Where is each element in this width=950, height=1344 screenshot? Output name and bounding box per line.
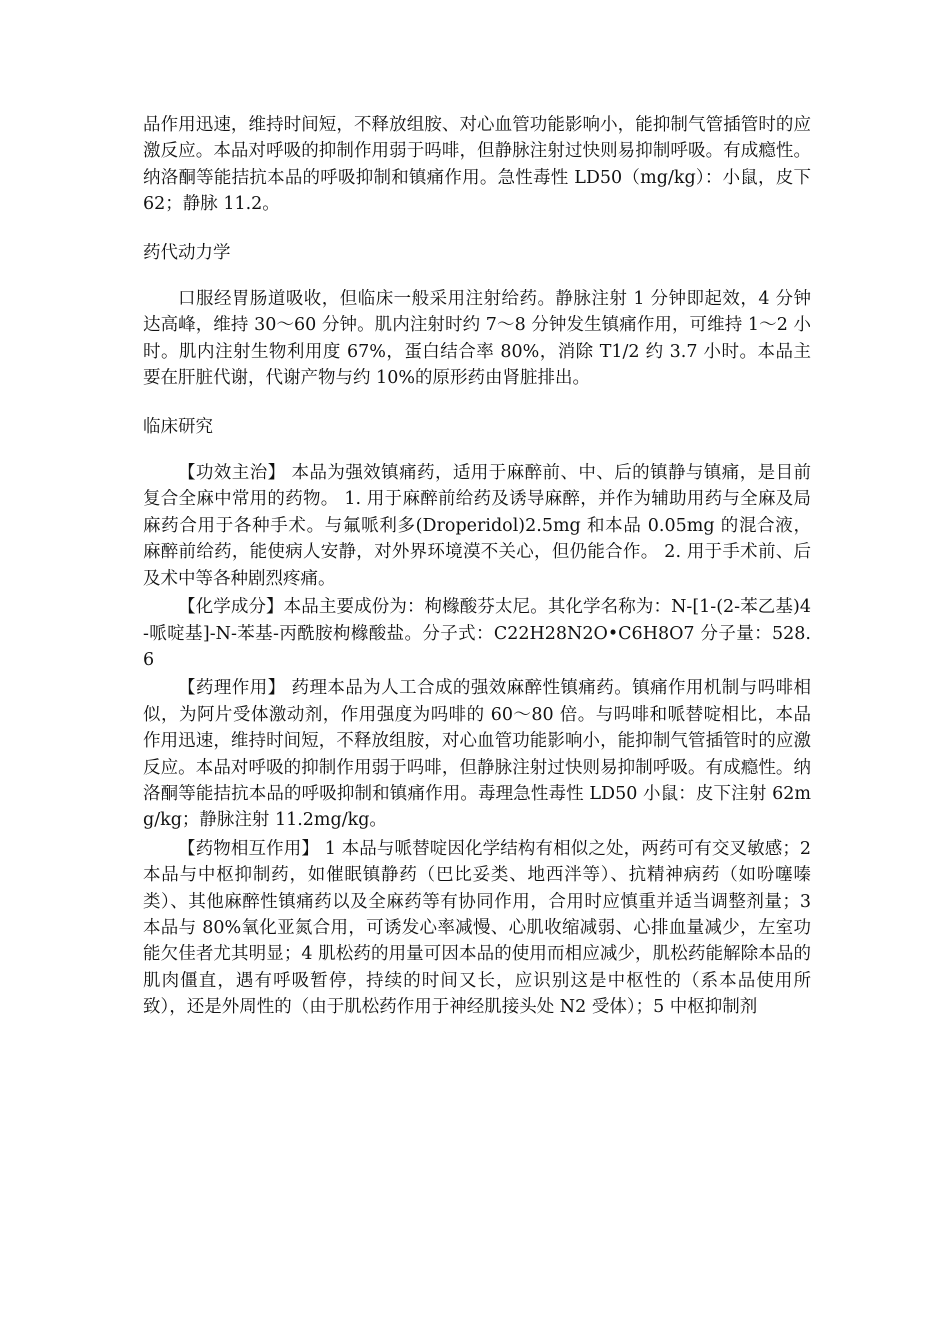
indications-paragraph: 【功效主治】 本品为强效镇痛药，适用于麻醉前、中、后的镇静与镇痛，是目前复合全麻中常用的药物。 1. 用于麻醉前给药及诱导麻醉，并作为辅助用药与全麻及局麻药合用于各种手术。与氟哌利多(Droperidol)2.5mg 和本品 0.05mg 的混合液，麻醉前给药，能使病人安静，对外界环境漠不关心，但仍能合作。 2. 用于手术前、后及术中等各种剧烈疼痛。 xyxy=(143,463,811,589)
clinical-research-heading: 临床研究 xyxy=(143,416,213,437)
pharmacology-paragraph: 【药理作用】 药理本品为人工合成的强效麻醉性镇痛药。镇痛作用机制与吗啡相似，为阿片受体激动剂，作用强度为吗啡的 60～80 倍。与吗啡和哌替啶相比，本品作用迅速，维持时间短，不释放组胺，对心血管功能影响小，能抑制气管插管时的应激反应。本品对呼吸的抑制作用弱于吗啡，但静脉注射过快则易抑制呼吸。有成瘾性。纳洛酮等能拮抗本品的呼吸抑制和镇痛作用。毒理急性毒性 LD50 小鼠：皮下注射 62mg/kg；静脉注射 11.2mg/kg。 xyxy=(143,678,811,831)
pharmacokinetics-paragraph: 口服经胃肠道吸收，但临床一般采用注射给药。静脉注射 1 分钟即起效，4 分钟达高峰，维持 30～60 分钟。肌内注射时约 7～8 分钟发生镇痛作用，可维持 1～2 小时。肌内注射生物利用度 67%，蛋白结合率 80%，消除 T1/2 约 3.7 小时。本品主要在肝脏代谢，代谢产物与约 10%的原形药由肾脏排出。 xyxy=(143,289,811,389)
pharmacokinetics-heading: 药代动力学 xyxy=(143,242,231,263)
document-body xyxy=(143,112,811,1021)
chemistry-paragraph: 【化学成分】本品主要成份为：枸橼酸芬太尼。其化学名称为：N-[1-(2-苯乙基)4-哌啶基]-N-苯基-丙酰胺枸橼酸盐。分子式：C22H28N2O•C6H8O7 分子量：528.6 xyxy=(143,597,811,670)
intro-paragraph: 品作用迅速，维持时间短，不释放组胺、对心血管功能影响小，能抑制气管插管时的应激反应。本品对呼吸的抑制作用弱于吗啡，但静脉注射过快则易抑制呼吸。有成瘾性。纳洛酮等能拮抗本品的呼吸抑制和镇痛作用。急性毒性 LD50（mg/kg）：小鼠，皮下 62；静脉 11.2。 xyxy=(143,115,811,215)
drug-interactions-paragraph: 【药物相互作用】 1 本品与哌替啶因化学结构有相似之处，两药可有交叉敏感；2 本品与中枢抑制药，如催眠镇静药（巴比妥类、地西泮等）、抗精神病药（如吩噻嗪类）、其他麻醉性镇痛药以及全麻药等有协同作用，合用时应慎重并适当调整剂量；3 本品与 80%氧化亚氮合用，可诱发心率减慢、心肌收缩减弱、心排血量减少，左室功能欠佳者尤其明显；4 肌松药的用量可因本品的使用而相应减少，肌松药能解除本品的肌肉僵直，遇有呼吸暂停，持续的时间又长，应识别这是中枢性的（系本品使用所致），还是外周性的（由于肌松药作用于神经肌接头处 N2 受体）；5 中枢抑制剂 xyxy=(143,838,811,1018)
